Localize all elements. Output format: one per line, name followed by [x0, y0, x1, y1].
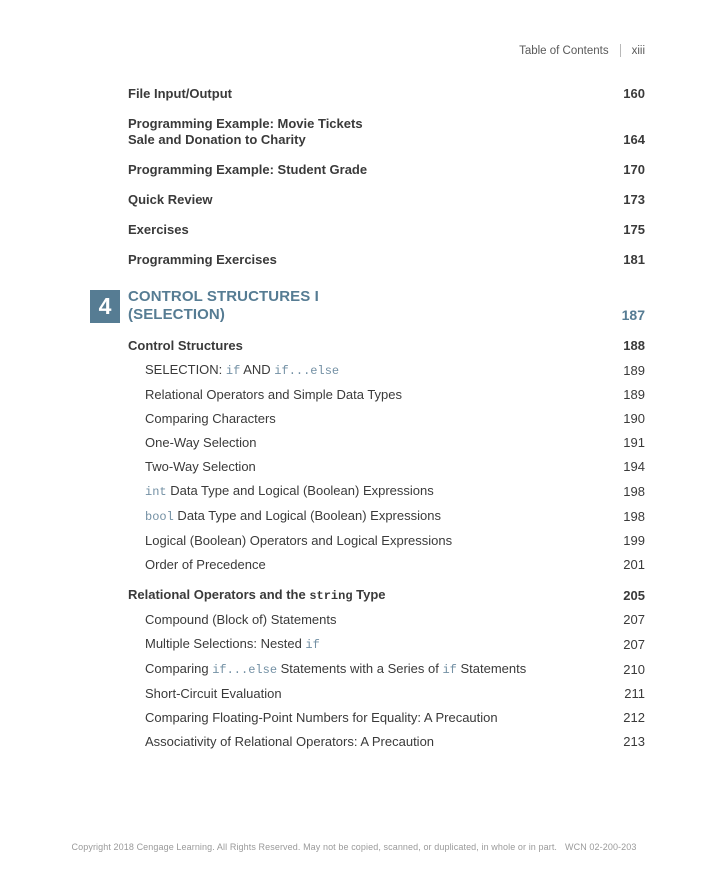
- entry-text: Compound (Block of) Statements: [145, 612, 337, 627]
- code-text: int: [145, 485, 167, 499]
- entry-text: Control Structures: [128, 338, 243, 353]
- entry-title: [128, 411, 611, 427]
- entry-text: One-Way Selection: [145, 435, 257, 450]
- entry-text: Order of Precedence: [145, 557, 266, 572]
- entry-title: [128, 338, 611, 354]
- entry-title: [128, 222, 611, 238]
- entry-title: [128, 686, 612, 702]
- entry-title-line: [145, 483, 611, 500]
- chapter-number-badge: 4: [90, 290, 120, 323]
- entry-text: Relational Operators and Simple Data Types: [145, 387, 403, 402]
- chapter-title-line: (SELECTION): [128, 306, 225, 323]
- entry-title-line: [145, 533, 611, 549]
- entry-text: Relational Operators and the: [128, 587, 310, 602]
- wcn-code: WCN 02-200-203: [565, 842, 637, 852]
- entry-title: [128, 162, 611, 178]
- entry-text: File Input/Output: [128, 86, 232, 101]
- folio-roman: xiii: [631, 44, 645, 57]
- entry-text: Programming Example: Student Grade: [128, 162, 368, 177]
- toc-entry-relational-operators-simple-data-types: [128, 387, 645, 403]
- entry-text: Short-Circuit Evaluation: [145, 686, 282, 701]
- toc-entry-comparing-floating-point-precaution: [128, 710, 645, 726]
- entry-title: [128, 533, 611, 549]
- toc-entry-logical-operators-logical-expressions: [128, 533, 645, 549]
- entry-page: 198: [623, 484, 645, 499]
- toc-entry-control-structures: [128, 338, 645, 354]
- toc-entry-int-data-type-logical-expressions: [128, 483, 645, 500]
- toc-entry-bool-data-type-logical-expressions: [128, 508, 645, 525]
- entry-page: 160: [623, 86, 645, 101]
- entry-title: [128, 710, 611, 726]
- entry-page: 205: [623, 588, 645, 603]
- code-text: if: [442, 663, 457, 677]
- entry-page: 211: [624, 686, 645, 701]
- page-header: [128, 44, 645, 57]
- entry-title-line: [145, 734, 611, 750]
- entry-page: 213: [623, 734, 645, 749]
- entry-title-line: [128, 222, 611, 238]
- entry-title-line: [145, 612, 611, 628]
- toc-entry-relational-operators-string-type: [128, 587, 645, 604]
- entry-title-line: [128, 116, 611, 132]
- entry-page: 175: [623, 222, 645, 237]
- chapter-title: [128, 288, 610, 324]
- entry-text: Statements with a Series of: [277, 661, 443, 676]
- toc-entry-programming-exercises: [128, 252, 645, 268]
- toc-section-label: Table of Contents: [519, 44, 609, 57]
- entry-title: [128, 636, 611, 653]
- code-text: if: [225, 364, 241, 378]
- entry-text: Statements: [456, 661, 527, 676]
- entry-page: 198: [623, 509, 645, 524]
- entry-title-line: [145, 435, 611, 451]
- entry-page: 207: [623, 637, 645, 652]
- toc-entry-compound-block-statements: [128, 612, 645, 628]
- toc-entry-comparing-characters: [128, 411, 645, 427]
- chapter-title-line: CONTROL STRUCTURES I: [128, 288, 319, 305]
- entry-page: 191: [623, 435, 645, 450]
- entry-page: 188: [623, 338, 645, 353]
- entry-page: 190: [623, 411, 645, 426]
- entry-title: [128, 557, 611, 573]
- entry-title: [128, 734, 611, 750]
- entry-page: 181: [623, 252, 645, 267]
- entry-title: [128, 192, 611, 208]
- entry-page: 212: [623, 710, 645, 725]
- toc-entry-associativity-relational-precaution: [128, 734, 645, 750]
- entry-title: [128, 362, 611, 379]
- entry-title: [128, 435, 611, 451]
- code-text: if...else: [212, 663, 278, 677]
- toc-entry-two-way-selection: [128, 459, 645, 475]
- entry-title: [128, 483, 611, 500]
- entry-text: AND: [240, 362, 275, 377]
- toc-entry-short-circuit-evaluation: [128, 686, 645, 702]
- entry-page: 210: [623, 662, 645, 677]
- entry-title: [128, 252, 611, 268]
- entry-text: Data Type and Logical (Boolean) Expressions: [166, 483, 434, 498]
- entry-title-line: [128, 162, 611, 178]
- entry-title-line: [128, 338, 611, 354]
- entry-page: 164: [623, 132, 645, 147]
- entry-text: Multiple Selections: Nested: [145, 636, 306, 651]
- entry-text: Logical (Boolean) Operators and Logical Expressions: [145, 533, 453, 548]
- entry-title-line: [145, 362, 611, 379]
- entry-text: Sale and Donation to Charity: [128, 132, 306, 147]
- toc-entry-multiple-selections-nested-if: [128, 636, 645, 653]
- entry-text: Quick Review: [128, 192, 213, 207]
- entry-page: 199: [623, 533, 645, 548]
- entry-title-line: [145, 710, 611, 726]
- entry-text: Programming Example: Movie Tickets: [128, 116, 363, 131]
- entry-title-line: [128, 132, 611, 148]
- entry-title: [128, 459, 611, 475]
- toc-rows: [98, 86, 645, 750]
- entry-text: SELECTION:: [145, 362, 226, 377]
- toc-entry-selection-if-and-if-else: [128, 362, 645, 379]
- entry-title-line: [145, 661, 611, 678]
- chapter-page: 187: [621, 307, 645, 323]
- entry-title: [128, 116, 611, 148]
- entry-text: Comparing Floating-Point Numbers for Equality: A Precaution: [145, 710, 498, 725]
- toc-entry-order-of-precedence: [128, 557, 645, 573]
- toc-entry-quick-review: [128, 192, 645, 208]
- entry-title: [128, 387, 611, 403]
- chapter-4-heading: [90, 288, 645, 324]
- entry-text: Programming Exercises: [128, 252, 277, 267]
- toc-entry-programming-example-student-grade: [128, 162, 645, 178]
- code-text: if...else: [274, 364, 340, 378]
- entry-title-line: [145, 411, 611, 427]
- entry-title-line: [128, 192, 611, 208]
- page-footer: [0, 842, 708, 853]
- entry-title-line: [145, 387, 611, 403]
- toc-entry-file-input-output: [128, 86, 645, 102]
- entry-title-line: [128, 86, 611, 102]
- toc-entry-comparing-if-else-series: [128, 661, 645, 678]
- entry-title-line: [145, 636, 611, 653]
- toc-entry-programming-example-movie-tickets: [128, 116, 645, 148]
- copyright-text: Copyright 2018 Cengage Learning. All Rights Reserved. May not be copied, scanned, or duplicated, in whole or in part.: [71, 842, 558, 852]
- code-text: if: [305, 638, 320, 652]
- entry-page: 207: [623, 612, 645, 627]
- entry-text: Associativity of Relational Operators: A Precaution: [145, 734, 435, 749]
- entry-title-line: [145, 686, 612, 702]
- entry-page: 194: [623, 459, 645, 474]
- entry-text: Data Type and Logical (Boolean) Expressions: [173, 508, 441, 523]
- entry-text: Comparing: [145, 661, 213, 676]
- entry-title-line: [145, 459, 611, 475]
- code-text: bool: [145, 510, 174, 524]
- entry-title-line: [145, 557, 611, 573]
- toc-entry-one-way-selection: [128, 435, 645, 451]
- entry-text: Type: [352, 587, 386, 602]
- entry-page: 189: [623, 363, 645, 378]
- entry-title-line: [128, 587, 611, 604]
- entry-page: 173: [623, 192, 645, 207]
- entry-title-line: [145, 508, 611, 525]
- header-divider: [620, 44, 621, 57]
- entry-title: [128, 508, 611, 525]
- entry-page: 170: [623, 162, 645, 177]
- code-text: string: [309, 589, 353, 603]
- entry-text: Two-Way Selection: [145, 459, 256, 474]
- entry-title: [128, 612, 611, 628]
- entry-title: [128, 661, 611, 678]
- entry-title: [128, 86, 611, 102]
- toc-entry-exercises: [128, 222, 645, 238]
- entry-page: 189: [623, 387, 645, 402]
- entry-title: [128, 587, 611, 604]
- entry-text: Exercises: [128, 222, 189, 237]
- entry-title-line: [128, 252, 611, 268]
- entry-page: 201: [623, 557, 645, 572]
- entry-text: Comparing Characters: [145, 411, 276, 426]
